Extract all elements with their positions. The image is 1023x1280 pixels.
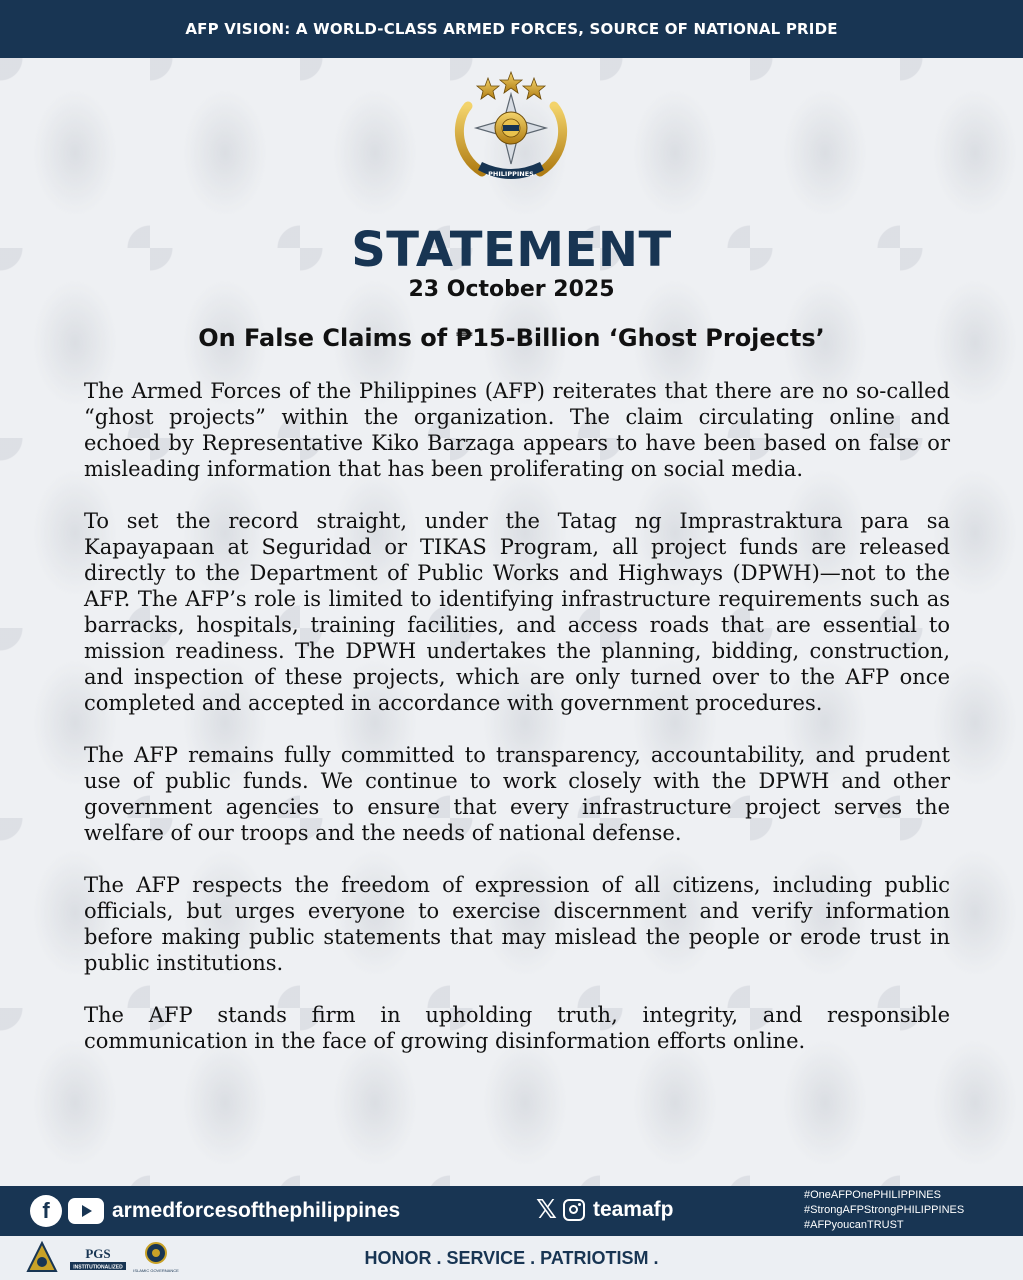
social-left (30, 1195, 400, 1227)
paragraph: The AFP stands firm in upholding truth, integrity, and responsible communication in the face of growing disinformation efforts online. (84, 1003, 950, 1053)
governance-sub: ISLAMIC GOVERNANCE (133, 1268, 179, 1273)
hashtag: #OneAFPOnePHILIPPINES (804, 1189, 941, 1201)
social-bar (0, 1186, 1023, 1236)
facebook-youtube-handle[interactable]: armedforcesofthephilippines (112, 1199, 401, 1222)
paragraph: To set the record straight, under the Tatag ng Imprastraktura para sa Kapayapaan at Seguridad or TIKAS Program, all project funds are released directly to the Department of Public Works and Highways (DPWH)—not to the AFP. The AFP’s role is limited to identifying infrastructure requirements such as barracks, hospitals, training facilities, and access roads that are essential to mission readiness. The DPWH undertakes the planning, bidding, construction, and inspection of these projects, which are only turned over to the AFP once completed and accepted in accordance with government procedures. (84, 509, 950, 715)
pgs-sub: INSTITUTIONALIZED (73, 1264, 123, 1271)
facebook-icon[interactable]: f (30, 1195, 62, 1227)
paragraph: The Armed Forces of the Philippines (AFP) reiterates that there are no so-called “ghost projects” within the organization. The claim circulating online and echoed by Representative Kiko Barzaga appears to have been based on false or misleading information that has been proliferating on social media. (84, 379, 950, 481)
afp-emblem-icon (448, 72, 574, 184)
pgs-logo-icon (66, 1240, 130, 1276)
statement-body (84, 378, 950, 1080)
footer (0, 1236, 1023, 1280)
hashtags (804, 1188, 964, 1233)
statement-date: 23 October 2025 (408, 277, 615, 302)
social-right (536, 1196, 673, 1224)
paragraph: The AFP respects the freedom of expression of all citizens, including public officials, but urges everyone to exercise discernment and verify information before making public statements that may mislead the people or erode trust in public institutions. (84, 873, 950, 975)
instagram-icon[interactable] (563, 1199, 585, 1221)
page-title: STATEMENT (351, 222, 672, 278)
motto: HONOR . SERVICE . PATRIOTISM . (364, 1248, 659, 1268)
governance-logo-icon (133, 1240, 179, 1276)
pgs-label: PGS (85, 1246, 111, 1261)
vision-text: AFP VISION: A WORLD-CLASS ARMED FORCES, SOURCE OF NATIONAL PRIDE (185, 20, 838, 38)
hashtag: #StrongAFPStrongPHILIPPINES (804, 1204, 965, 1216)
footer-logos (26, 1240, 179, 1276)
x-instagram-handle[interactable]: teamafp (592, 1198, 674, 1221)
vision-banner (0, 0, 1023, 58)
statement-subtitle: On False Claims of ₱15-Billion ‘Ghost Projects’ (198, 324, 825, 352)
emblem-text: PHILIPPINES (488, 170, 534, 178)
x-icon[interactable]: 𝕏 (536, 1195, 557, 1225)
paragraph: The AFP remains fully committed to transparency, accountability, and prudent use of public funds. We continue to work closely with the DPWH and other government agencies to ensure that every infrastructure project serves the welfare of our troops and the needs of national defense. (84, 743, 950, 845)
hashtag: #AFPyoucanTRUST (804, 1219, 904, 1231)
afp-small-logo-icon (26, 1241, 58, 1275)
youtube-icon[interactable] (68, 1198, 104, 1224)
